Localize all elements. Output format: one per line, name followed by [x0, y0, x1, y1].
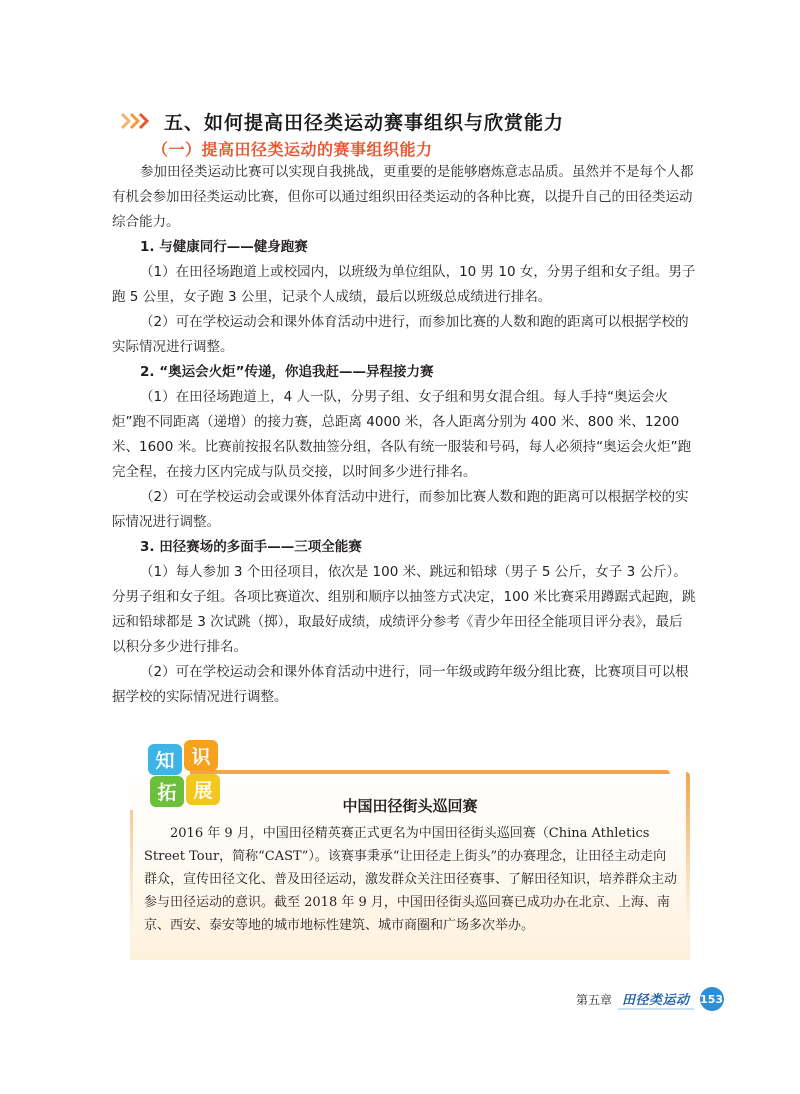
item-heading-3: 3. 田径赛场的多面手——三项全能赛 — [140, 539, 362, 555]
paragraph-3-2: （2）可在学校运动会和课外体育活动中进行，同一年级或跨年级分组比赛，比赛项目可以根据学校的实际情况进行调整。 — [112, 664, 689, 705]
subsection-title: （一）提高田径类运动的赛事组织能力 — [152, 140, 433, 159]
page-footer — [576, 986, 724, 1012]
body-text — [112, 160, 696, 710]
knowledge-paragraph: 2016 年 9 月，中国田径精英赛正式更名为中国田径街头巡回赛（China Athletics Street Tour，简称“CAST”）。该赛事秉承“让田径走上街头”的办赛理念，让田径主动走向群众，宣传田径文化、普及田径运动，激发群众关注田径赛事、了解田径知识，培养群众主动参与田径运动的意识。截至 2018 年 9 月，中国田径街头巡回赛已成功办在北京、上海、南京、西安、泰安等地的城市地标性建筑、城市商圈和广场多次举办。 — [144, 826, 678, 933]
item-heading-2: 2. “奥运会火炬”传递，你追我赶——异程接力赛 — [140, 364, 434, 380]
chapter-name: 田径类运动 — [618, 989, 694, 1010]
paragraph-2-1: （1）在田径场跑道上，4 人一队，分男子组、女子组和男女混合组。每人手持“奥运会火炬”跑不同距离（递增）的接力赛，总距离 4000 米，各人距离分别为 400 米、800 米、1200 米、1600 米。比赛前按报名队数抽签分组，各队有统一服装和号码，每人必须持“奥运会火炬”跑完全程，在接力区内完成与队员交接，以时间多少进行排名。 — [112, 389, 692, 480]
section-title: 五、如何提高田径类运动赛事组织与欣赏能力 — [164, 111, 565, 134]
badge-piece: 知 — [148, 744, 182, 775]
paragraph-2-2: （2）可在学校运动会或课外体育活动中进行，而参加比赛人数和跑的距离可以根据学校的实际情况进行调整。 — [112, 489, 689, 530]
knowledge-box-border-top — [190, 770, 670, 774]
badge-piece: 展 — [186, 774, 220, 805]
paragraph-1-2: （2）可在学校运动会和课外体育活动中进行，而参加比赛的人数和跑的距离可以根据学校的实际情况进行调整。 — [112, 314, 689, 355]
paragraph-3-1: （1）每人参加 3 个田径项目，依次是 100 米、跳远和铅球（男子 5 公斤，女子 3 公斤）。分男子组和女子组。各项比赛道次、组别和顺序以抽签方式决定，100 米比赛采用蹲踞式起跑，跳远和铅球都是 3 次试跳（掷），取最好成绩，成绩评分参考《青少年田径全能项目评分表》，最后以积分多少进行排名。 — [112, 564, 696, 655]
page-number: 153 — [700, 987, 724, 1011]
intro-paragraph: 参加田径类运动比赛可以实现自我挑战，更重要的是能够磨炼意志品质。虽然并不是每个人都有机会参加田径类运动比赛，但你可以通过组织田径类运动的各种比赛，以提升自己的田径类运动综合能力。 — [112, 164, 694, 230]
paragraph-1-1: （1）在田径场跑道上或校园内，以班级为单位组队，10 男 10 女，分男子组和女子组。男子跑 5 公里，女子跑 3 公里，记录个人成绩，最后以班级总成绩进行排名。 — [112, 264, 696, 305]
chevron-arrows-icon — [120, 112, 152, 130]
knowledge-box-border-left — [130, 810, 133, 930]
chapter-label: 第五章 — [576, 992, 613, 1007]
badge-piece: 识 — [184, 740, 218, 771]
knowledge-text — [144, 822, 678, 937]
knowledge-title: 中国田径街头巡回赛 — [342, 797, 478, 815]
item-heading-1: 1. 与健康同行——健身跑赛 — [140, 239, 308, 255]
badge-piece: 拓 — [150, 776, 184, 807]
section-heading — [120, 106, 564, 136]
